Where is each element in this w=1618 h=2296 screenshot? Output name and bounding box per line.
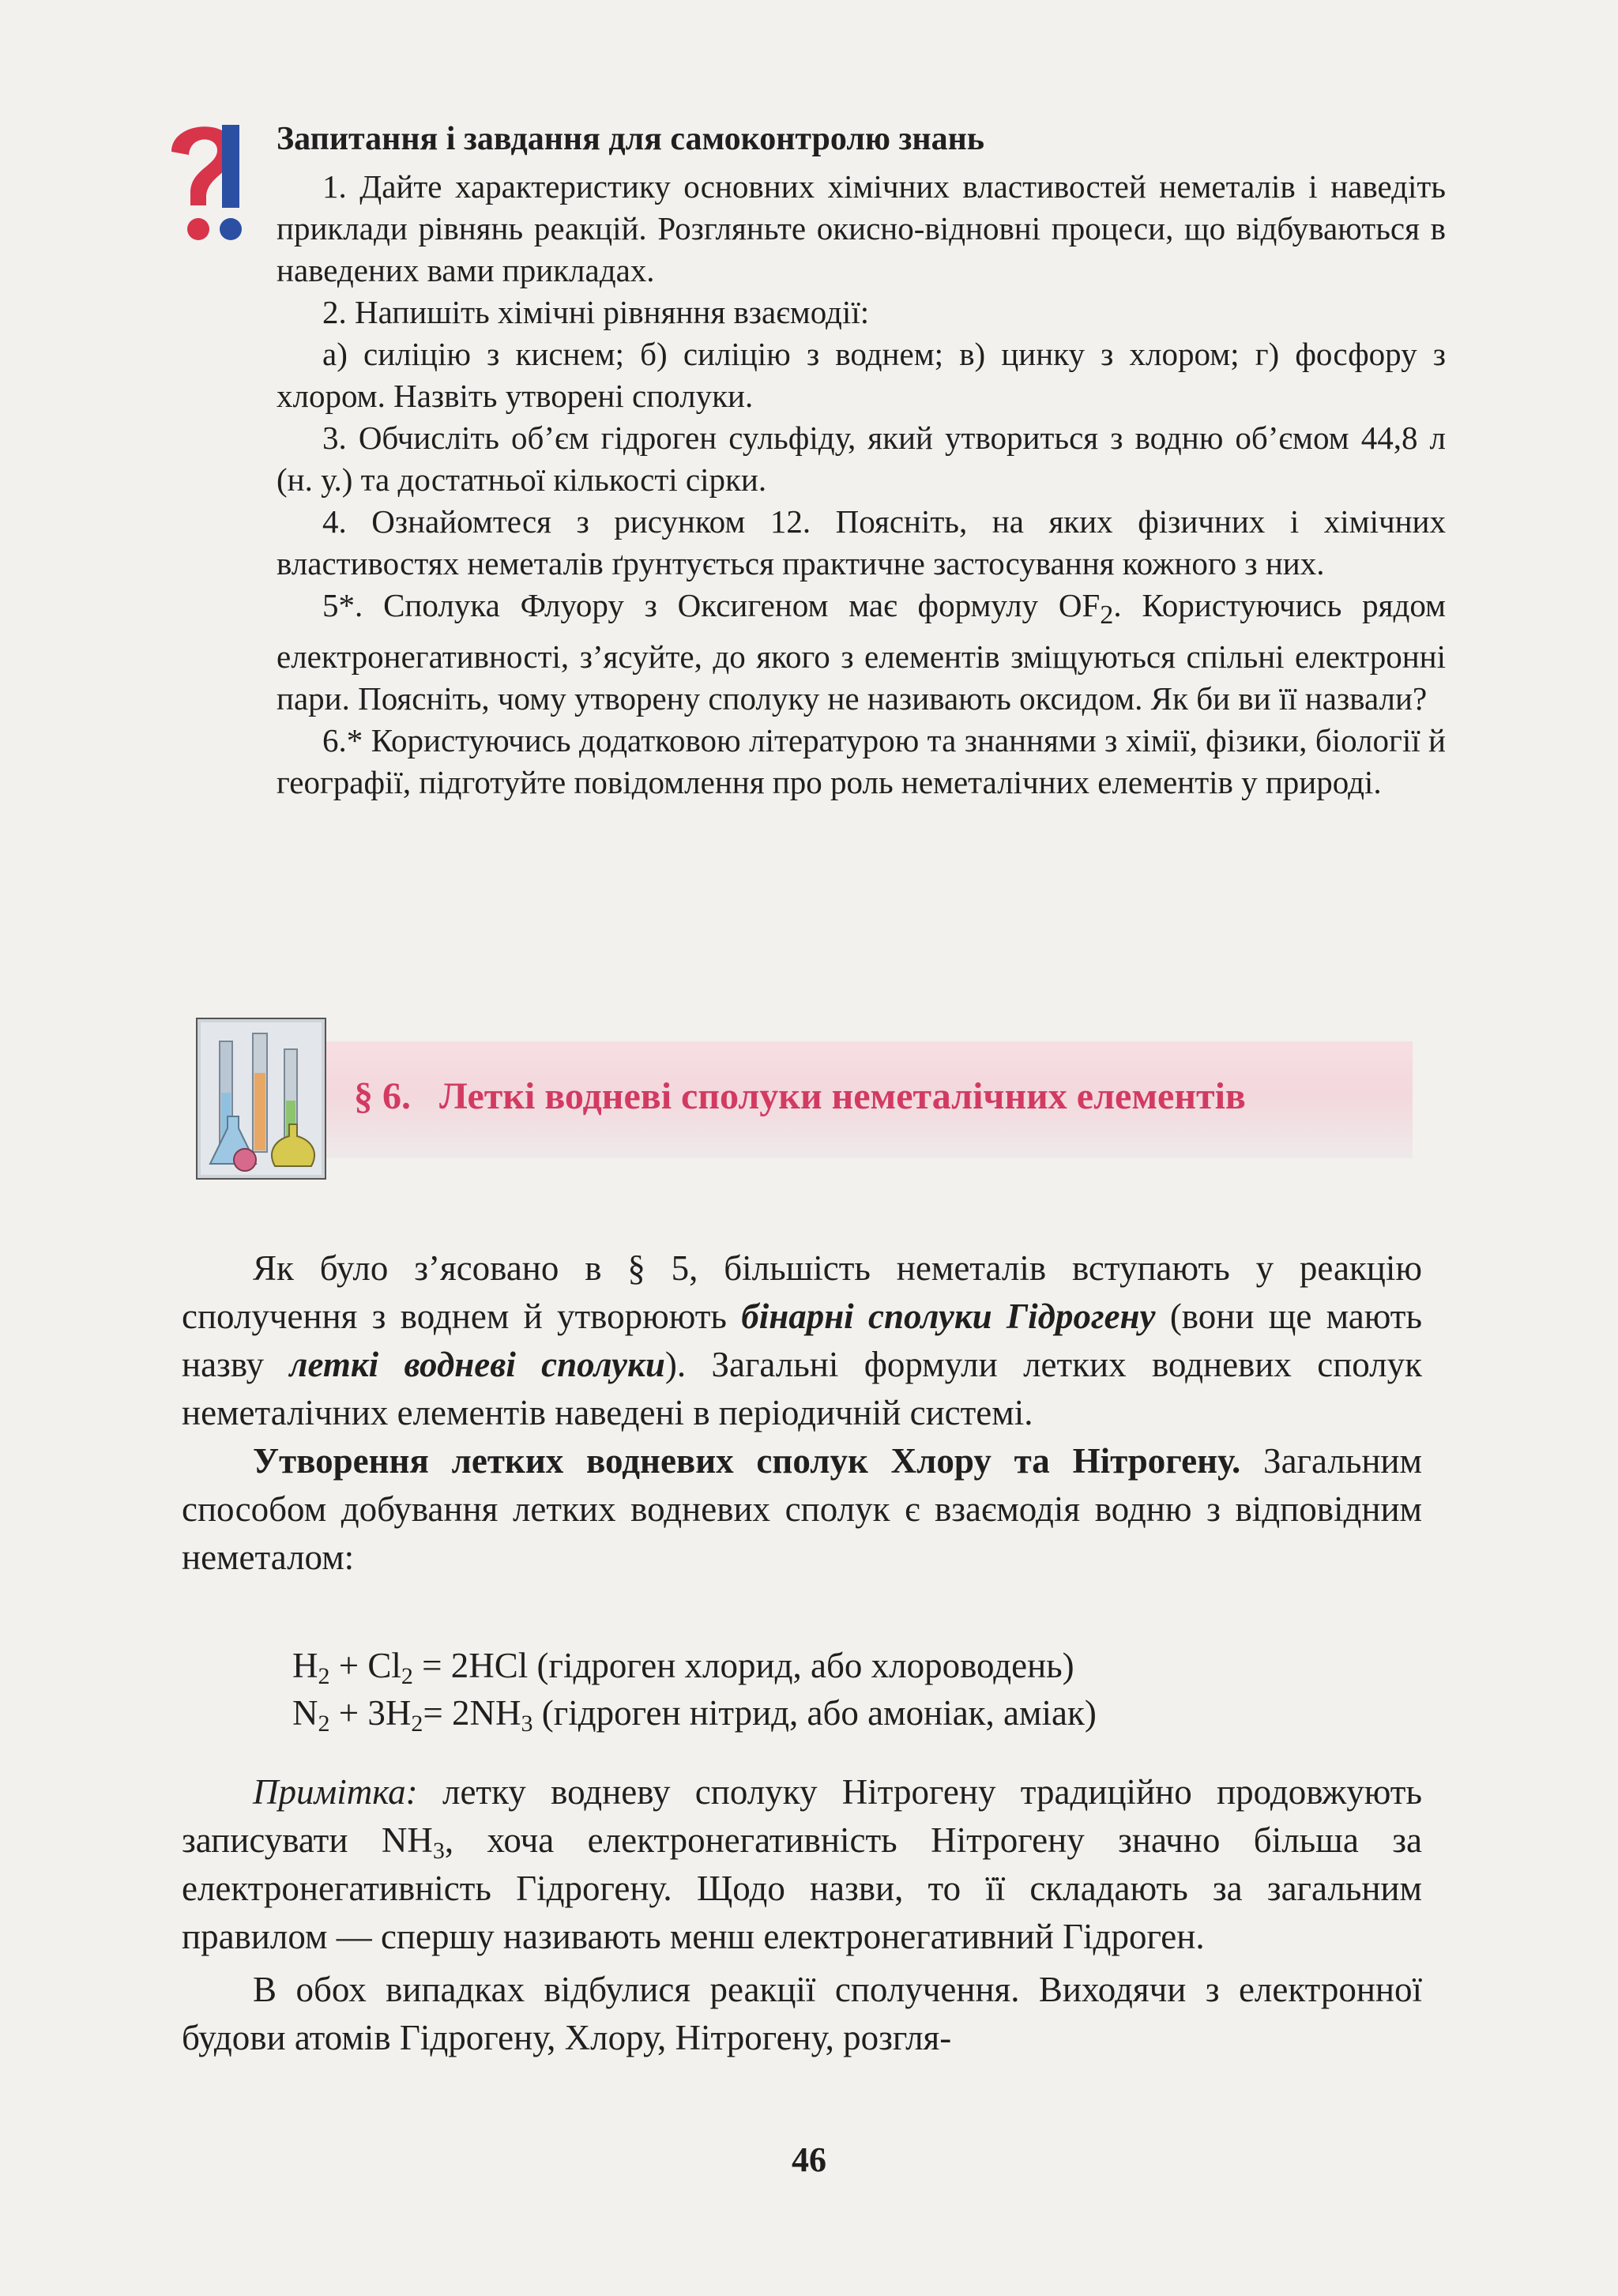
body-text	[182, 1244, 1422, 1582]
paragraph-conclusion: В обох випадках відбулися реакції сполучення. Виходячи з електронної будови атомів Гідрогену, Хлору, Нітрогену, розгля-	[182, 1970, 1422, 2057]
note-label: Примітка:	[253, 1772, 418, 1812]
paragraph-intro: Як було з’ясовано в § 5, більшість неметалів вступають у реакцію сполучення з воднем й утворюють бінарні сполуки Гідрогену (вони ще мають назву леткі водневі сполуки). Загальні формули летких водневих сполук неметалічних елементів наведені в періодичній системі.	[182, 1248, 1423, 1432]
question-1: 1. Дайте характеристику основних хімічних властивостей неметалів і наведіть приклади рівнянь реакцій. Розгляньте окисно-відновні процеси, що відбуваються в наведених вами прикладах.	[277, 168, 1446, 288]
questions-title: Запитання і завдання для самоконтролю знань	[277, 121, 985, 157]
question-3: 3. Обчисліть об’єм гідроген сульфіду, який утвориться з водню об’ємом 44,8 л (н. у.) та достатньої кількості сірки.	[277, 420, 1446, 498]
question-5: 5*. Сполука Флуору з Оксигеном має формулу $OF_2$. Користуючись рядом електронегативності, з’ясуйте, до якого з елементів зміщуються спільні електронні пари. Поясніть, чому утворену сполуку не називають оксидом. Як би ви її назвали?	[277, 587, 1446, 717]
question-2-items: а) силіцію з киснем; б) силіцію з воднем; в) цинку з хлором; г) фосфору з хлором. Назвіть утворені сполуки.	[277, 336, 1446, 414]
paragraph-formation: Утворення летких водневих сполук Хлору та Нітрогену. Загальним способом добування летких водневих сполук є взаємодія водню з відповідним неметалом:	[182, 1441, 1422, 1577]
lab-glassware-image	[196, 1018, 326, 1180]
paragraph-note: Примітка: летку водневу сполуку Нітрогену традиційно продовжують записувати $NH_3$, хоча електронегативність Нітрогену значно більша за електронегативність Гідрогену. Щодо назви, то її складають за загальним правилом — спершу називають менш електронегативний Гідроген.	[182, 1772, 1422, 1956]
term-volatile-hydrogen-compounds: леткі водневі сполуки	[289, 1345, 665, 1384]
section-header	[196, 1018, 1413, 1184]
section-title: § 6. Леткі водневі сполуки неметалічних елементів	[354, 1075, 1246, 1117]
paragraph-heading: Утворення летких водневих сполук Хлору та Нітрогену.	[253, 1441, 1241, 1481]
question-2: 2. Напишіть хімічні рівняння взаємодії:	[322, 294, 870, 330]
term-binary-hydrogen-compounds: бінарні сполуки Гідрогену	[741, 1297, 1156, 1336]
question-4: 4. Ознайомтеся з рисунком 12. Поясніть, на яких фізичних і хімічних властивостях неметалів ґрунтується практичне застосування кожного з них.	[277, 503, 1446, 582]
page-number: 46	[792, 2140, 826, 2179]
questions-block	[277, 117, 1446, 804]
body-text-lower	[182, 1768, 1422, 2062]
question-6: 6.* Користуючись додатковою літературою та знаннями з хімії, фізики, біології й географії, підготуйте повідомлення про роль неметалічних елементів у природі.	[277, 722, 1446, 801]
equation-nh3: $N_2 + 3H_2= 2NH_3$ (гідроген нітрид, або амоніак, аміак)	[292, 1693, 1097, 1737]
equation-hcl: $H_2 + Cl_2 = 2HCl$ (гідроген хлорид, або хлороводень)	[292, 1646, 1074, 1689]
question-mark-icon	[162, 111, 257, 249]
